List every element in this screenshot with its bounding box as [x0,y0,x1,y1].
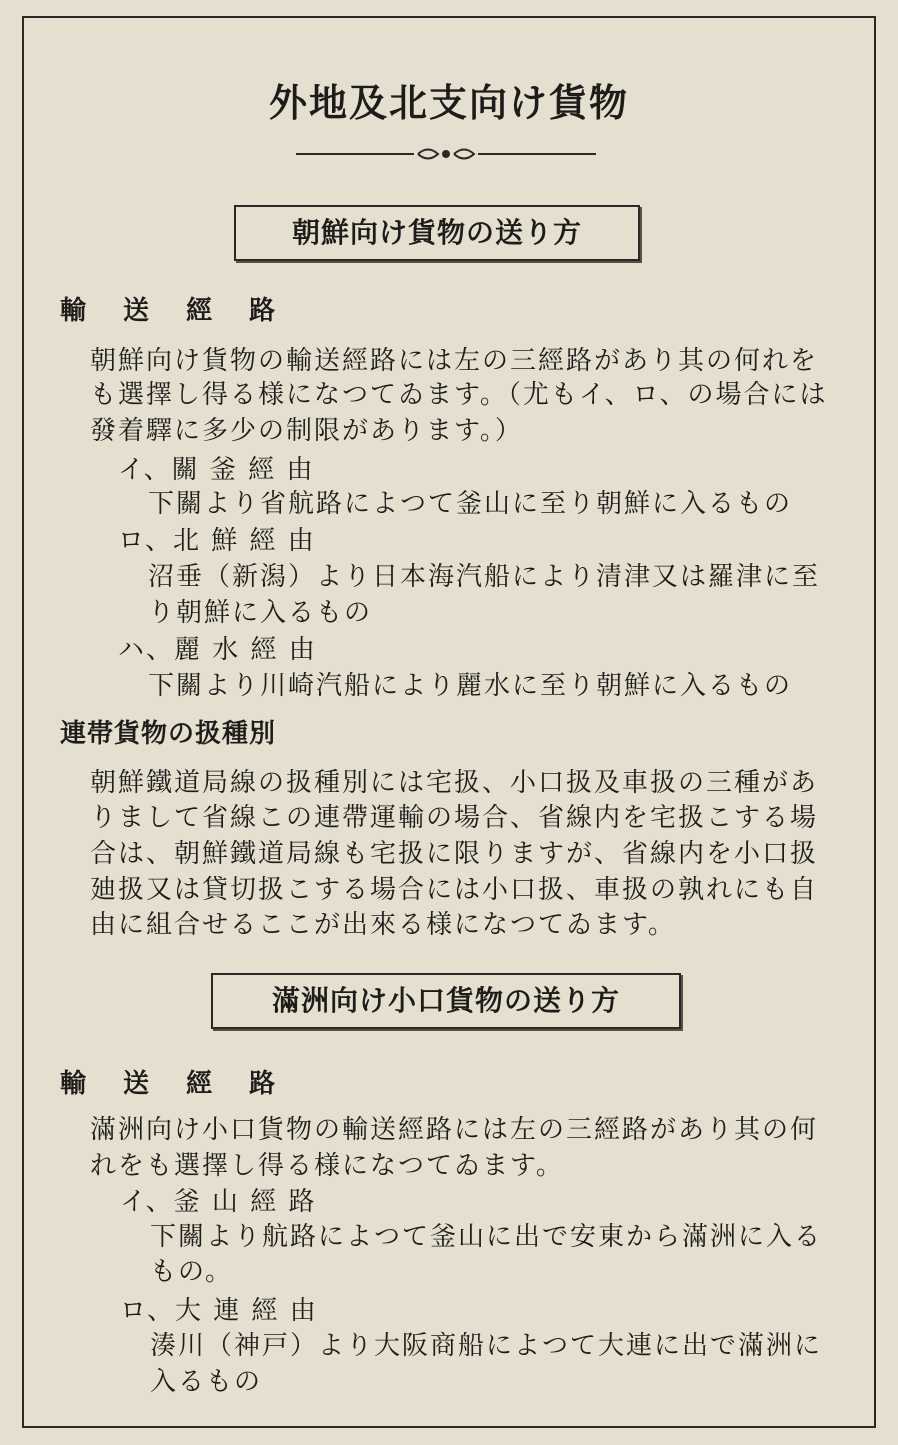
korea-handling-line-4: 廸扱又は貸切扱こする場合には小口扱、車扱の孰れにも自 [90,875,819,905]
korea-handling-line-3: 合は、朝鮮鐵道局線も宅扱に限りますが、省線内を小口扱 [90,839,819,869]
page-title: 外地及北支向け貨物 [268,81,629,125]
manchuria-route-text-i-1: 下關より航路によつて釜山に出で安東から滿洲に入る [150,1222,823,1252]
manchuria-route-label-ro: ロ、大 連 經 由 [120,1296,318,1326]
korea-route-text-ro-2: り朝鮮に入るもの [148,598,373,628]
ornament-divider [296,143,596,165]
korea-section-heading: 朝鮮向け貨物の送り方 [234,205,640,261]
korea-route-label-ha: ハ、麗 水 經 由 [118,635,317,665]
manchuria-section-heading: 滿洲向け小口貨物の送り方 [211,973,681,1029]
korea-handling-heading: 連帯貨物の扱種別 [60,719,277,749]
korea-handling-line-2: りまして省線この連帶運輸の場合、省線内を宅扱こする場 [90,803,819,833]
korea-route-heading: 輸 送 經 路 [60,296,290,326]
korea-intro-line-2: も選擇し得る様になつてゐます。（尤もイ、ロ、の場合には [90,380,828,410]
manchuria-route-text-ro-2: 入るもの [150,1367,263,1397]
manchuria-route-label-i: イ、釜 山 經 路 [120,1187,317,1217]
korea-intro-line-3: 發着驛に多少の制限があります。） [90,416,523,446]
korea-intro-line-1: 朝鮮向け貨物の輸送經路には左の三經路があり其の何れを [90,346,819,376]
manchuria-intro-line-1: 滿洲向け小口貨物の輸送經路には左の三經路があり其の何 [90,1115,819,1145]
manchuria-route-text-i-2: もの。 [150,1257,233,1287]
korea-route-text-i: 下關より省航路によつて釜山に至り朝鮮に入るもの [148,489,793,519]
korea-handling-line-1: 朝鮮鐵道局線の扱種別には宅扱、小口扱及車扱の三種があ [90,768,819,798]
manchuria-route-heading: 輸 送 經 路 [60,1069,290,1099]
korea-route-text-ro-1: 沼垂（新潟）より日本海汽船により清津又は羅津に至 [148,562,821,592]
korea-handling-line-5: 由に組合せるここが出來る様になつてゐます。 [90,910,676,940]
korea-route-label-ro: ロ、北 鮮 經 由 [118,526,316,556]
korea-route-label-i: イ、關 釜 經 由 [118,455,315,485]
korea-route-text-ha: 下關より川崎汽船により麗水に至り朝鮮に入るもの [148,671,793,701]
manchuria-intro-line-2: れをも選擇し得る様になつてゐます。 [90,1151,564,1181]
manchuria-route-text-ro-1: 湊川（神戸）より大阪商船によつて大連に出で滿洲に [150,1331,823,1361]
